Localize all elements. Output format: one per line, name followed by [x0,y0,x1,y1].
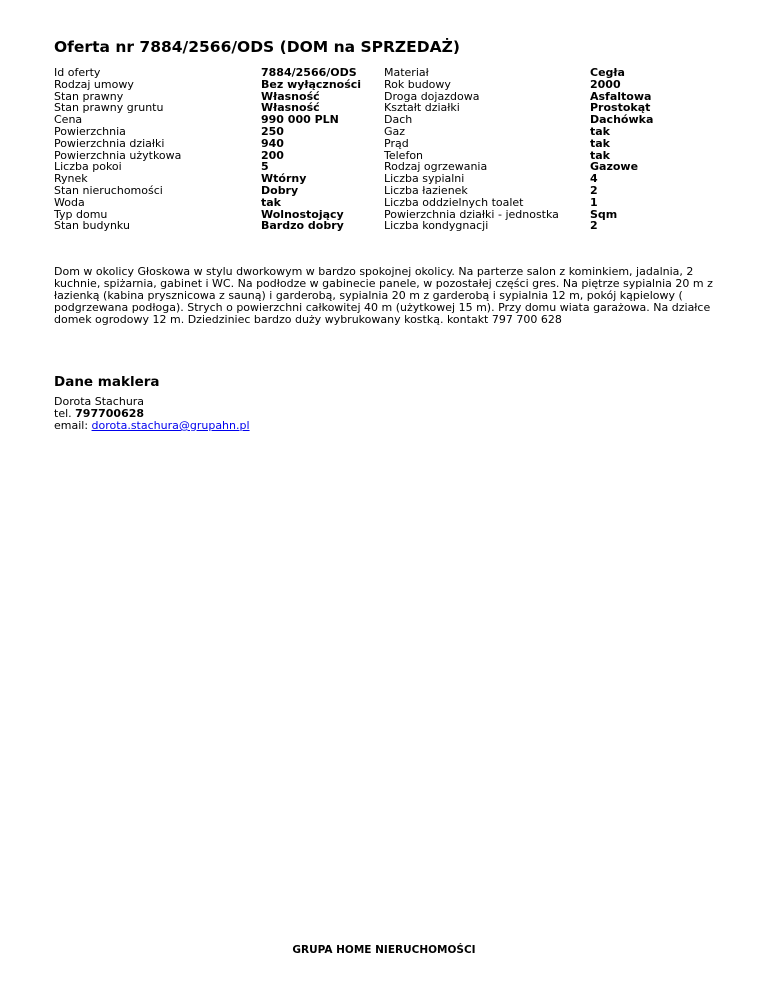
footer-company: GRUPA HOME NIERUCHOMOŚCI [292,944,476,956]
agent-email-line [54,420,250,432]
detail-value: Wolnostojący [261,207,344,221]
detail-value: Sqm [590,207,618,221]
detail-value: Własność [261,101,320,115]
detail-label: Liczba pokoi [54,160,122,174]
detail-label: Droga dojazdowa [384,89,480,103]
detail-label: Rodzaj umowy [54,77,134,91]
detail-label: Stan prawny [54,89,124,103]
detail-value: tak [590,124,610,138]
agent-name: Dorota Stachura [54,395,145,408]
detail-value: 2 [590,183,598,197]
agent-email-label: email: [54,419,89,432]
detail-value: Bardzo dobry [261,219,344,233]
detail-label: Rok budowy [384,77,451,91]
detail-value: tak [590,148,610,162]
detail-label: Id oferty [54,66,101,79]
detail-label: Stan budynku [54,219,130,233]
detail-label: Dach [384,113,413,127]
agent-contact [54,396,250,432]
detail-value: 200 [261,148,284,162]
detail-label: Liczba kondygnacji [384,219,489,233]
detail-value: Dobry [261,183,299,197]
agent-email-link[interactable]: dorota.stachura@grupahn.pl [91,419,250,432]
details-right-values [590,67,653,232]
detail-label: Stan nieruchomości [54,183,163,197]
detail-label: Gaz [384,124,406,138]
agent-phone: 797700628 [75,407,145,420]
detail-label: Liczba sypialni [384,172,465,186]
detail-value: tak [590,136,610,150]
detail-label: Prąd [384,136,409,150]
detail-value: 4 [590,172,598,186]
detail-label: Woda [54,195,85,209]
details-left-values [261,67,361,232]
detail-label: Powierzchnia działki - jednostka [384,207,559,221]
detail-label: Cena [54,113,83,127]
detail-label: Liczba oddzielnych toalet [384,195,524,209]
detail-value: Gazowe [590,160,639,174]
detail-label: Typ domu [54,207,108,221]
detail-value: 2000 [590,77,621,91]
detail-value: 250 [261,124,284,138]
agent-phone-label: tel. [54,407,72,420]
detail-value: Bez wyłączności [261,77,362,91]
detail-value: Własność [261,89,320,103]
detail-value: 7884/2566/ODS [261,66,357,79]
details-right-labels [384,67,559,232]
agent-heading: Dane maklera [54,374,160,390]
detail-value: 940 [261,136,284,150]
detail-value: tak [261,195,281,209]
detail-value: Cegła [590,66,625,79]
details-left-labels [54,67,181,232]
detail-value: 5 [261,160,269,174]
detail-label: Rynek [54,172,88,186]
detail-value: 2 [590,219,598,233]
detail-label: Powierzchnia działki [54,136,165,150]
detail-label: Rodzaj ogrzewania [384,160,488,174]
detail-label: Powierzchnia użytkowa [54,148,182,162]
detail-value: 990 000 PLN [261,113,339,127]
detail-label: Stan prawny gruntu [54,101,164,115]
detail-label: Kształt działki [384,101,460,115]
offer-title: Oferta nr 7884/2566/ODS (DOM na SPRZEDAŻ) [54,38,460,56]
detail-value: Wtórny [261,172,307,186]
detail-value: Dachówka [590,113,654,127]
detail-value: 1 [590,195,598,209]
detail-label: Powierzchnia [54,124,126,138]
detail-label: Telefon [384,148,424,162]
detail-label: Liczba łazienek [384,183,468,197]
detail-value: Prostokąt [590,101,651,115]
offer-description: Dom w okolicy Głoskowa w stylu dworkowym w bardzo spokojnej okolicy. Na parterze salon z kominkiem, jadalnia, 2 kuchnie, spiżarnia, gabinet i WC. Na podłodze w gabinecie panele, w pozostałej części gres. Na piętrze sypialnia 20 m z łazienką (kabina prysznicowa z sauną) i garderobą, sypialnia 20 m z garderobą i sypialnia 12 m, pokój kąpielowy ( podgrzewana podłoga). Strych o powierzchni całkowitej 40 m (użytkowej 15 m). Przy domu wiata garażowa. Na działce domek ogrodowy 12 m. Dziedziniec bardzo duży wybrukowany kostką. kontakt 797 700 628 [54,265,713,326]
detail-value: Asfaltowa [590,89,652,103]
detail-label: Materiał [384,66,429,79]
